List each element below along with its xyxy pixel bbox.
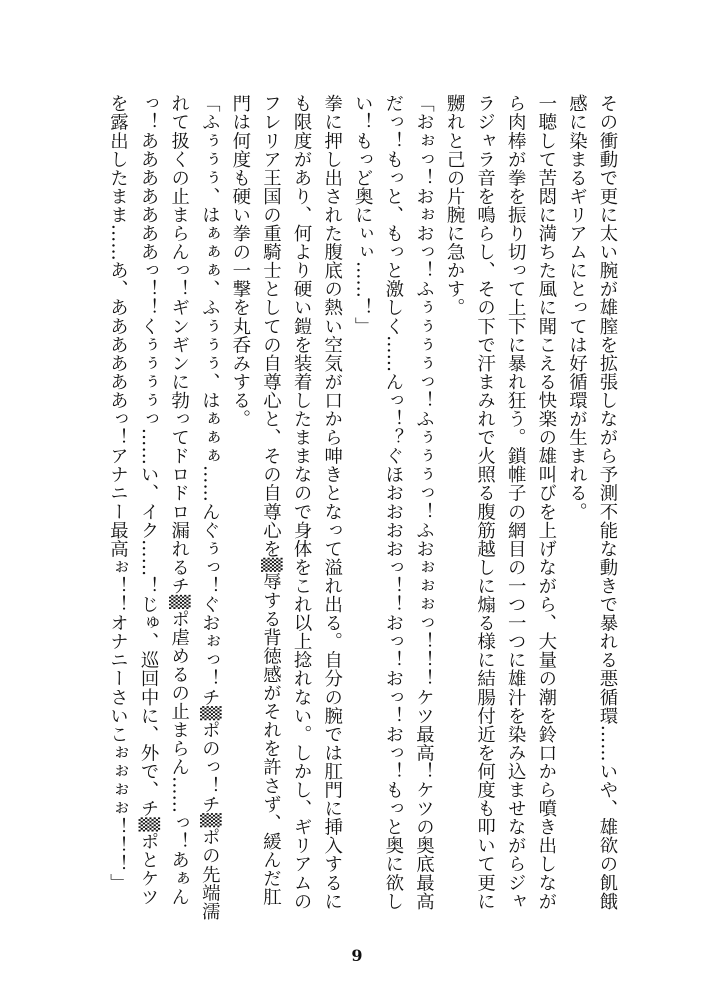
page-number: 9 xyxy=(351,946,363,965)
paragraph-1: その衝動で更に太い腕が雄膣を拡張しながら予測不能な動きで暴れる悪循環……いや、雄欲の飢餓感に染まるギリアムにとっては好循環が生まれる。 xyxy=(566,94,618,911)
paragraph-2: 一聴して苦悶に満ちた風に聞こえる快楽の雄叫びを上げながら、大量の潮を鈴口から噴き出しながら肉棒が拳を振り切って上下に暴れ狂う。鎖帷子の網目の一つ一つに雄汁を染み込ませながらジャラジャラ音を鳴らし、その下で汗まみれで火照る腹筋越しに煽る様に結腸付近を何度も叩いて更に嬲れと己の片腕に急かす。 xyxy=(444,94,557,911)
paragraph-5: 「ふぅぅぅ、はぁぁぁ、ふぅぅぅ、はぁぁぁ……んぐぅっ！ぐおぉっ！チ▒ポのっ！チ▒ポの先端濡れて扱くの止まらんっ！ギンギンに勃ってドロドロ漏れるチ▒ポ虐めるの止まらん……っ！あぁんっ！あああああああっ！！くぅぅぅぅっ……い、イク……！じゅ、巡回中に、外で、チ▒ポとケツを露出したまま……あ、ああああああっ！アナニー最高ぉ！！オナニーさいこぉぉぉぉ！！！」 xyxy=(107,94,221,921)
vertical-text-body xyxy=(82,94,622,924)
paragraph-4: 拳に押し出された腹底の熱い空気が口から呻きとなって溢れ出る。自分の腕では肛門に挿入するにも限度があり、何より硬い鎧を装着したままなので身体をこれ以上捻れない。しかし、ギリアムのフレリア王国の重騎士としての自尊心と、その自尊心を▒辱する背徳感がそれを許さず、緩んだ肛門は何度も硬い拳の一撃を丸呑みする。 xyxy=(229,94,343,911)
paragraph-3: 「おぉっ！おぉおっ！ふぅぅぅぅっ！ふぅぅぅっ！ふおぉぉぉっ！！！ケツ最高！ケツの奥底最高だっ！もっと、もっと激しく……んっ！？ぐほおおおおっ！！おっ！おっ！おっ！もっと奥に欲しい！もっど奥にぃぃ……！」 xyxy=(352,94,435,911)
